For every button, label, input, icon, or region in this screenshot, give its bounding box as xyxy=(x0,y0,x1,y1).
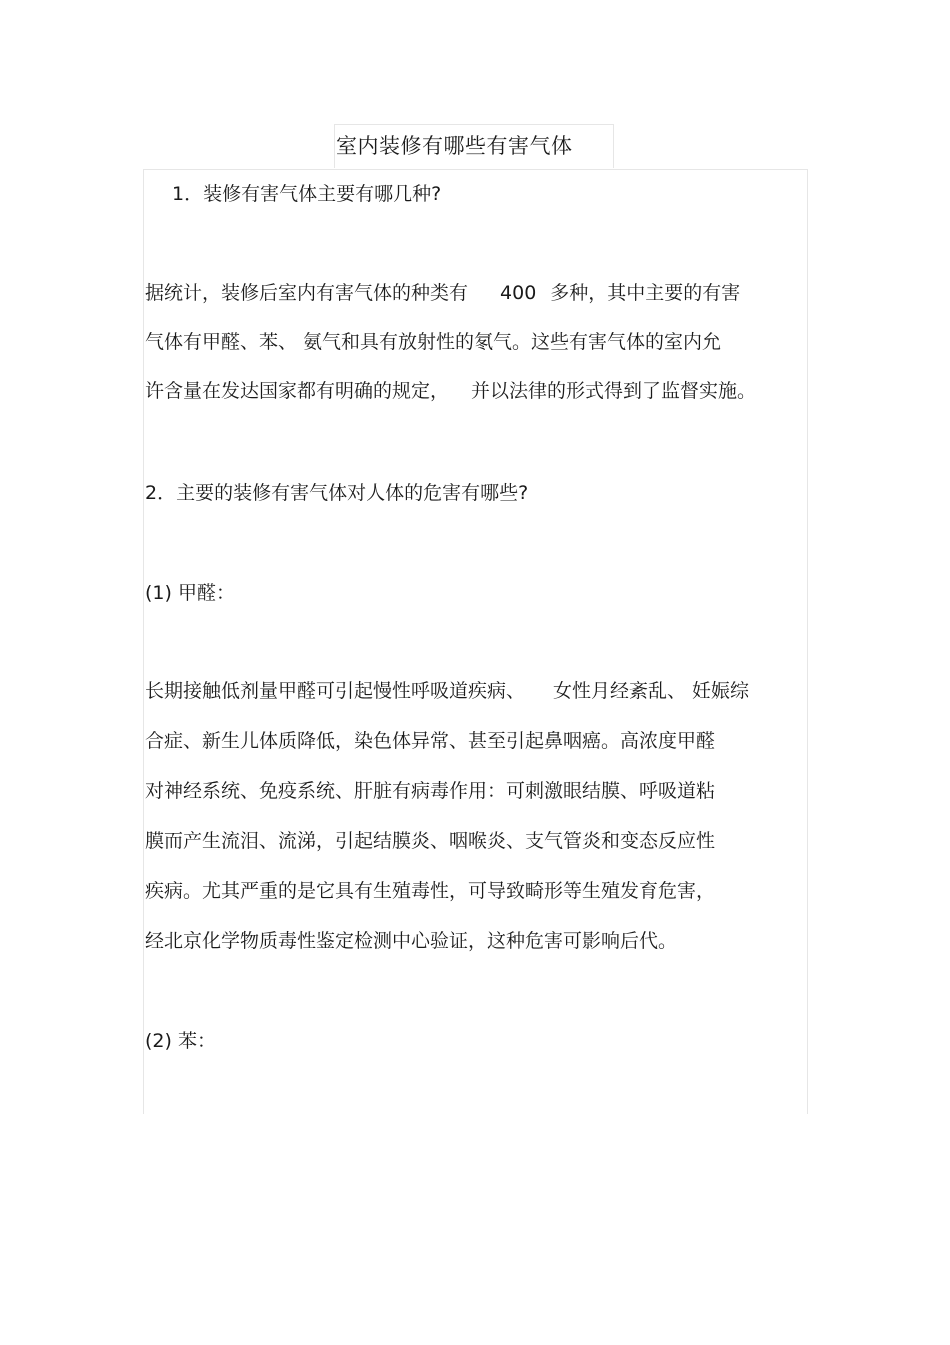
section-1-line-2: 合症、新生儿体质降低，染色体异常、甚至引起鼻咽癌。高浓度甲醛 xyxy=(145,730,716,752)
section-1-line-5: 疾病。尤其严重的是它具有生殖毒性，可导致畸形等生殖发育危害， xyxy=(145,880,716,902)
paragraph-text: 并以法律的形式得到了监督实施。 xyxy=(471,380,757,402)
paragraph-text: 多种，其中主要的有害 xyxy=(550,282,741,304)
section-1-line-4: 膜而产生流泪、流涕，引起结膜炎、咽喉炎、支气管炎和变态反应性 xyxy=(145,830,716,852)
question-1-heading: 1．装修有害气体主要有哪几种? xyxy=(172,183,442,205)
section-1-heading: (1) 甲醛： xyxy=(145,582,235,604)
section-1-line-1 xyxy=(145,677,749,705)
section-1-line-3: 对神经系统、免疫系统、肝脏有病毒作用：可刺激眼结膜、呼吸道粘 xyxy=(145,780,716,802)
paragraph-text: 据统计，装修后室内有害气体的种类有 xyxy=(145,282,469,304)
document-title: 室内装修有哪些有害气体 xyxy=(336,134,573,158)
question-1-paragraph-line-1 xyxy=(145,279,740,307)
question-2-heading: 2．主要的装修有害气体对人体的危害有哪些? xyxy=(145,482,529,504)
paragraph-text: 长期接触低剂量甲醛可引起慢性呼吸道疾病、 xyxy=(145,680,526,702)
section-2-heading: (2) 苯： xyxy=(145,1030,216,1052)
paragraph-text: 许含量在发达国家都有明确的规定， xyxy=(145,380,450,402)
question-1-paragraph-line-2: 气体有甲醛、苯、 氨气和具有放射性的氡气。这些有害气体的室内允 xyxy=(145,331,722,353)
section-1-line-6: 经北京化学物质毒性鉴定检测中心验证，这种危害可影响后代。 xyxy=(145,930,678,952)
content-frame xyxy=(143,169,808,1114)
paragraph-text: 女性月经紊乱、 妊娠综 xyxy=(553,680,750,702)
question-1-paragraph-line-3 xyxy=(145,377,756,405)
count-value: 400 xyxy=(500,282,537,304)
